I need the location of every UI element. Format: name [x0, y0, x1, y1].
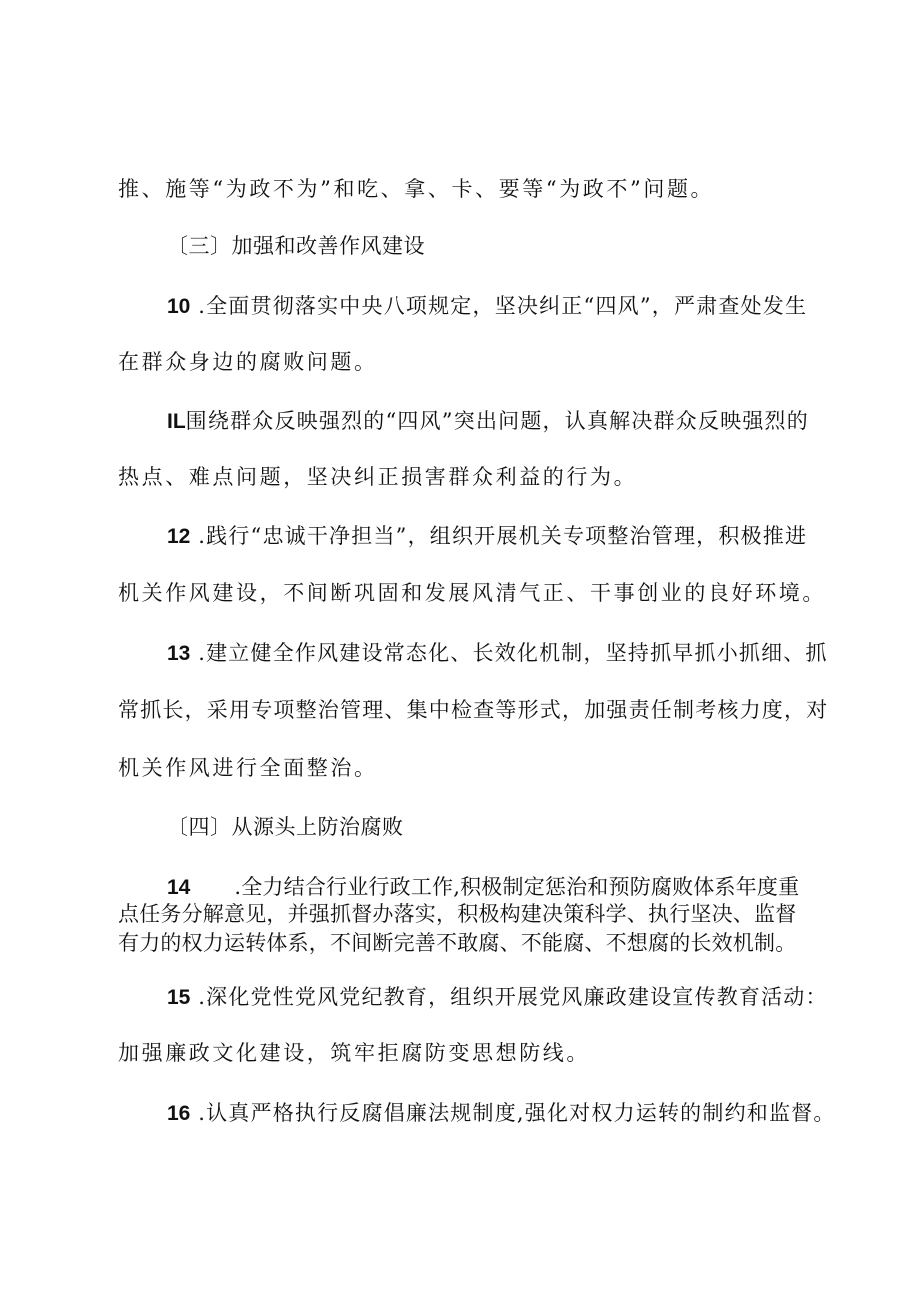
section-heading-3: 〔三〕加强和改善作风建设	[167, 234, 425, 258]
item-number: 14	[167, 876, 191, 899]
item-text: 围绕群众反映强烈的“四风”突出问题，认真解决群众反映强烈的	[185, 409, 809, 433]
item-number: 10	[167, 295, 191, 318]
item-text: .建立健全作风建设常态化、长效化机制，坚持抓早抓小抓细、抓	[190, 641, 828, 665]
item-13-line-1	[167, 643, 828, 664]
item-number: 13	[167, 642, 191, 665]
paragraph-line: 推、施等“为政不为”和吃、拿、卡、要等“为政不”问题。	[118, 177, 715, 201]
item-13-line-3: 机关作风进行全面整治。	[118, 756, 378, 780]
item-14-line-2: 点任务分解意见，并强抓督办落实，积极构建决策科学、执行坚决、监督	[118, 902, 797, 926]
item-text: .全面贯彻落实中央八项规定，坚决纠正“四风”，严肃查处发生	[190, 294, 808, 318]
item-number: IL	[167, 410, 186, 433]
item-text: .认真严格执行反腐倡廉法规制度,强化对权力运转的制约和监督。	[190, 1101, 836, 1125]
item-14-line-1	[167, 877, 799, 898]
item-14-line-3: 有力的权力运转体系，不间断完善不敢腐、不能腐、不想腐的长效机制。	[118, 931, 797, 955]
item-15-line-2: 加强廉政文化建设，筑牢拒腐防变思想防线。	[118, 1041, 590, 1065]
item-12-line-1	[167, 526, 807, 547]
item-16-line-1	[167, 1103, 836, 1124]
item-number: 12	[167, 525, 191, 548]
item-11-line-2: 热点、难点问题，坚决纠正损害群众利益的行为。	[118, 465, 638, 489]
item-text: .践行“忠诚干净担当”，组织开展机关专项整治管理，积极推进	[190, 524, 808, 548]
item-text: .全力结合行业行政工作,积极制定惩治和预防腐败体系年度重	[234, 875, 800, 899]
item-number: 15	[167, 986, 191, 1009]
item-text: .深化党性党风党纪教育，组织开展党风廉政建设宣传教育活动：	[190, 985, 828, 1009]
item-15-line-1	[167, 987, 828, 1008]
item-12-line-2: 机关作风建设，不间断巩固和发展风清气正、干事创业的良好环境。	[118, 581, 826, 605]
item-13-line-2: 常抓长，采用专项整治管理、集中检查等形式，加强责任制考核力度，对	[118, 698, 829, 722]
section-heading-4: 〔四〕从源头上防治腐败	[167, 815, 404, 839]
item-10-line-2: 在群众身边的腐败问题。	[118, 350, 378, 374]
item-11-line-1	[167, 411, 809, 432]
item-number: 16	[167, 1102, 191, 1125]
item-10-line-1	[167, 296, 807, 317]
